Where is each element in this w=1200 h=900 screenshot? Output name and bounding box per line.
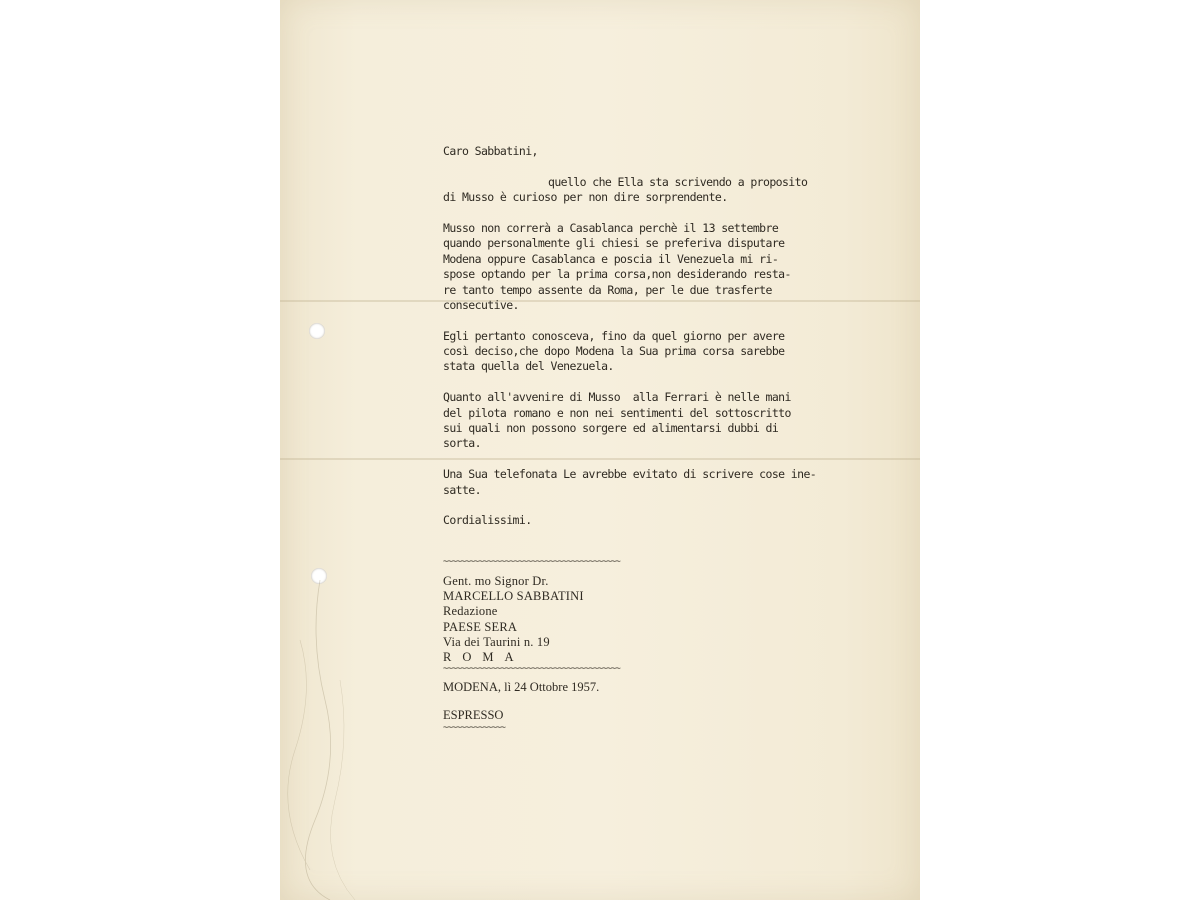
letter-line: Modena oppure Casablanca e poscia il Venezuela mi ri- [443,251,779,266]
letter-line: Musso non correrà a Casablanca perchè il 13 settembre [443,220,779,235]
recipient-name: MARCELLO SABBATINI [443,589,584,604]
letter-line: stata quella del Venezuela. [443,359,614,374]
letter-line: satte. [443,482,481,497]
punch-hole [309,323,325,339]
address-line: Redazione [443,604,498,619]
tilde-rule: ~~~~~~~~~~~~~~~~~~~~~~~~~~~~~~~~~~~~~~~~ [443,664,620,675]
letter-line: re tanto tempo assente da Roma, per le due trasferte [443,282,772,297]
date-line: MODENA, lì 24 Ottobre 1957. [443,680,600,694]
address-line: Gent. mo Signor Dr. [443,574,549,588]
letter-line: Una Sua telefonata Le avrebbe evitato di scrivere cose ine- [443,467,817,482]
letter-line: quando personalmente gli chiesi se preferiva disputare [443,236,785,251]
tilde-rule: ~~~~~~~~~~~~~~ [443,723,505,733]
letter-line: di Musso è curioso per non dire sorprendente. [443,190,728,205]
letter-line: Egli pertanto conosceva, fino da quel giorno per avere [443,328,785,343]
paper-crease-marks [280,580,400,900]
newspaper-name: PAESE SERA [443,619,518,634]
express-label: ESPRESSO [443,708,504,722]
letter-line: consecutive. [443,297,519,312]
street-line: Via dei Taurini n. 19 [443,634,550,649]
letter-line: spose optando per la prima corsa,non desiderando resta- [443,267,791,282]
city-line: ROMA [443,650,525,665]
letter-line: sorta. [443,436,481,451]
letter-paper [280,0,920,900]
tilde-rule: ~~~~~~~~~~~~~~~~~~~~~~~~~~~~~~~~~~~~~~~~ [443,557,620,567]
letter-line: sui quali non possono sorgere ed alimentarsi dubbi di [443,421,779,436]
letter-line: così deciso,che dopo Modena la Sua prima corsa sarebbe [443,344,785,359]
express-block [443,708,505,732]
letter-line: del pilota romano e non nei sentimenti del sottoscritto [443,405,791,420]
closing: Cordialissimi. [443,513,532,528]
salutation: Caro Sabbatini, [443,144,538,158]
letter-body [443,144,883,529]
address-block [443,558,620,673]
letter-line: Quanto all'avvenire di Musso alla Ferrari è nelle mani [443,390,791,405]
letter-line: quello che Ella sta scrivendo a proposito [548,174,808,189]
